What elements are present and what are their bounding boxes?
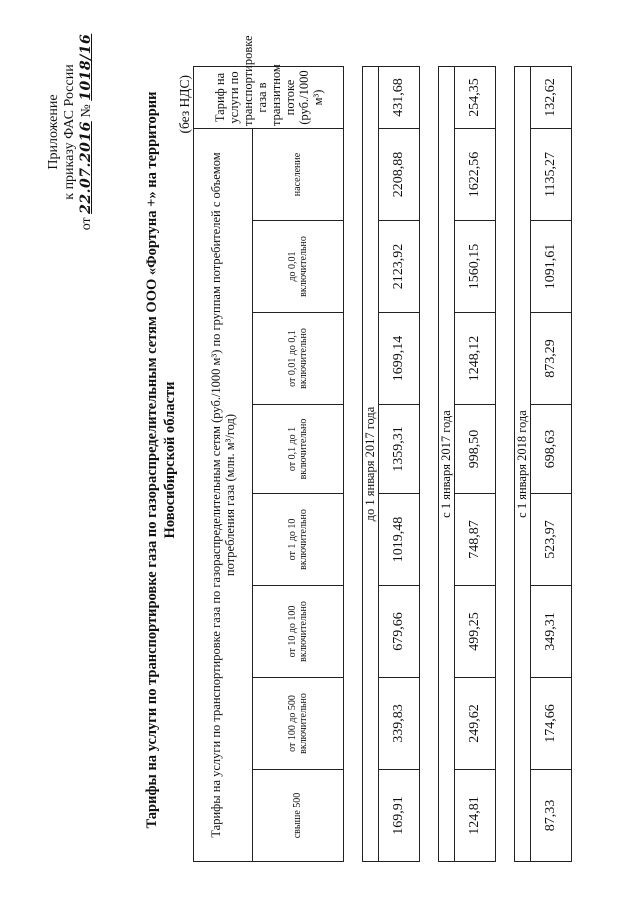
order-number: 1018/16 (78, 33, 94, 101)
period-row (363, 67, 379, 862)
column-header: от 10 до 100 включительно (253, 586, 344, 678)
document-title: Тарифы на услуги по транспортировке газа по газораспределительным сетям ООО «Фортуна +» на территории Новосибирской области (144, 91, 178, 829)
column-header: от 100 до 500 включительно (253, 678, 344, 770)
appendix-label: Приложение (46, 94, 61, 170)
column-header: до 0,01 включительно (253, 221, 344, 313)
table-cell: 132,62 (531, 67, 572, 129)
table-row (379, 67, 420, 862)
table-cell: 499,25 (455, 586, 496, 678)
table-cell: 2123,92 (379, 221, 420, 313)
period-label: до 1 января 2017 года (363, 67, 379, 862)
table-row (531, 67, 572, 862)
order-date-prefix: от (79, 217, 94, 231)
table-cell: 169,91 (379, 770, 420, 862)
period-row (515, 67, 531, 862)
table-cell: 1622,56 (455, 129, 496, 221)
spacer-row (420, 67, 439, 862)
vat-note: (без НДС) (177, 75, 192, 134)
appendix-order-ref: к приказу ФАС России (62, 64, 77, 200)
table-cell: 339,83 (379, 678, 420, 770)
table-cell: 748,87 (455, 494, 496, 586)
table-cell: 679,66 (379, 586, 420, 678)
table-cell: 1560,15 (455, 221, 496, 313)
column-header: свыше 500 (253, 770, 344, 862)
table-cell: 2208,88 (379, 129, 420, 221)
table-cell: 431,68 (379, 67, 420, 129)
table-cell: 1248,12 (455, 313, 496, 405)
table-cell: 124,81 (455, 770, 496, 862)
table-cell: 1699,14 (379, 313, 420, 405)
consumer-groups-header: Тарифы на услуги по транспортировке газа по газораспределительным сетям (руб./1000 м³) по группам потребителей с объемом потребления газа (млн. м³/год) (194, 129, 253, 862)
order-date: 22.07.2016 (78, 121, 94, 214)
spacer-row (344, 67, 363, 862)
column-header: от 0,1 до 1 включительно (253, 405, 344, 494)
table-cell: 1019,48 (379, 494, 420, 586)
table-cell: 249,62 (455, 678, 496, 770)
table-cell: 1359,31 (379, 405, 420, 494)
appendix-block (46, 32, 95, 232)
order-number-label: № (79, 104, 94, 118)
transit-tariff-header: Тариф на услуги по транспортировке газа в транзитном потоке (руб./1000 м³) (194, 67, 344, 129)
period-label: с 1 января 2017 года (439, 67, 455, 862)
table-cell: 254,35 (455, 67, 496, 129)
period-label: с 1 января 2018 года (515, 67, 531, 862)
spacer-row (496, 67, 515, 862)
table-cell: 1091,61 (531, 221, 572, 313)
table-cell: 87,33 (531, 770, 572, 862)
table-cell: 698,63 (531, 405, 572, 494)
table-cell: 873,29 (531, 313, 572, 405)
column-header: население (253, 129, 344, 221)
table-cell: 998,50 (455, 405, 496, 494)
column-header-row (253, 67, 344, 862)
tariff-table (193, 35, 572, 862)
table-cell: 174,66 (531, 678, 572, 770)
column-header: от 0,01 до 0,1 включительно (253, 313, 344, 405)
table-row (455, 67, 496, 862)
column-header: от 1 до 10 включительно (253, 494, 344, 586)
table-cell: 349,31 (531, 586, 572, 678)
table-cell: 523,97 (531, 494, 572, 586)
table-cell: 1135,27 (531, 129, 572, 221)
appendix-order-date-line (78, 32, 95, 232)
table-header-row (194, 67, 253, 862)
period-row (439, 67, 455, 862)
